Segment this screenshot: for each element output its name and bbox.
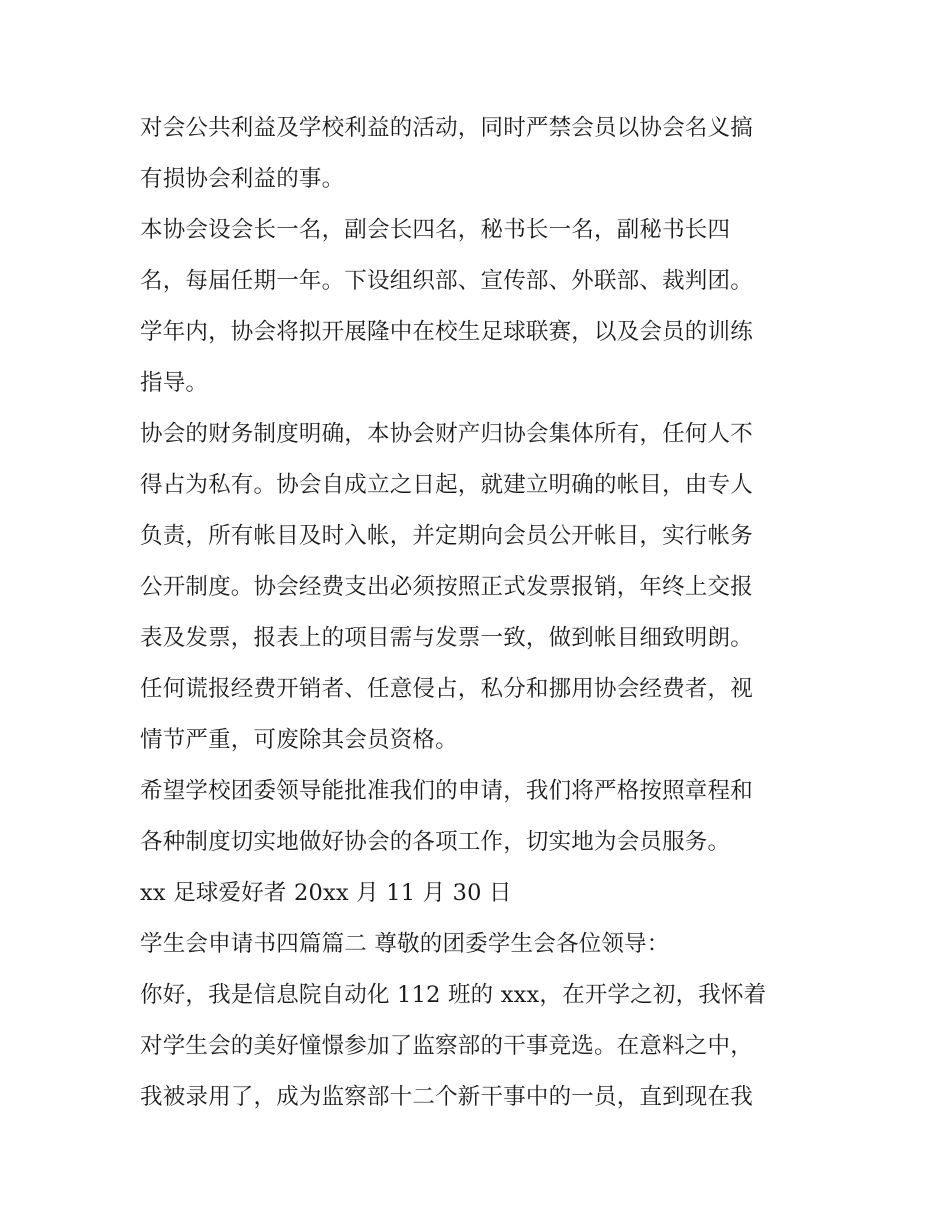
- text-line: 你好，我是信息院自动化 112 班的 xxx，在开学之初，我怀着: [140, 982, 767, 1008]
- text-line: 指导。: [140, 370, 209, 396]
- text-line: 负责，所有帐目及时入帐，并定期向会员公开帐目，实行帐务: [140, 523, 753, 549]
- text-line: 对学生会的美好憧憬参加了监察部的干事竞选。在意料之中，: [140, 1033, 753, 1059]
- text-line: 学年内，协会将拟开展隆中在校生足球联赛，以及会员的训练: [140, 319, 753, 345]
- text-line: 我被录用了，成为监察部十二个新干事中的一员，直到现在我: [140, 1084, 753, 1110]
- text-line: 任何谎报经费开销者、任意侵占，私分和挪用协会经费者，视: [140, 676, 753, 702]
- signature-date-line: xx 足球爱好者 20xx 月 11 月 30 日: [140, 880, 512, 906]
- text-line: 情节严重，可废除其会员资格。: [140, 727, 458, 753]
- text-line: 表及发票，报表上的项目需与发票一致，做到帐目细致明朗。: [140, 625, 753, 651]
- section-heading-line: 学生会申请书四篇篇二 尊敬的团委学生会各位领导：: [140, 931, 670, 957]
- text-line: 本协会设会长一名，副会长四名，秘书长一名，副秘书长四: [140, 217, 731, 243]
- text-line: 公开制度。协会经费支出必须按照正式发票报销，年终上交报: [140, 574, 753, 600]
- text-line: 名，每届任期一年。下设组织部、宣传部、外联部、裁判团。: [140, 268, 753, 294]
- text-line: 得占为私有。协会自成立之日起，就建立明确的帐目，由专人: [140, 472, 753, 498]
- text-line: 各种制度切实地做好协会的各项工作，切实地为会员服务。: [140, 829, 731, 855]
- text-line: 有损协会利益的事。: [140, 166, 345, 192]
- text-line: 协会的财务制度明确，本协会财产归协会集体所有，任何人不: [140, 421, 753, 447]
- document-body: [140, 103, 820, 1123]
- text-line: 希望学校团委领导能批准我们的申请，我们将严格按照章程和: [140, 778, 753, 804]
- text-line: 对会公共利益及学校利益的活动，同时严禁会员以协会名义搞: [140, 115, 753, 141]
